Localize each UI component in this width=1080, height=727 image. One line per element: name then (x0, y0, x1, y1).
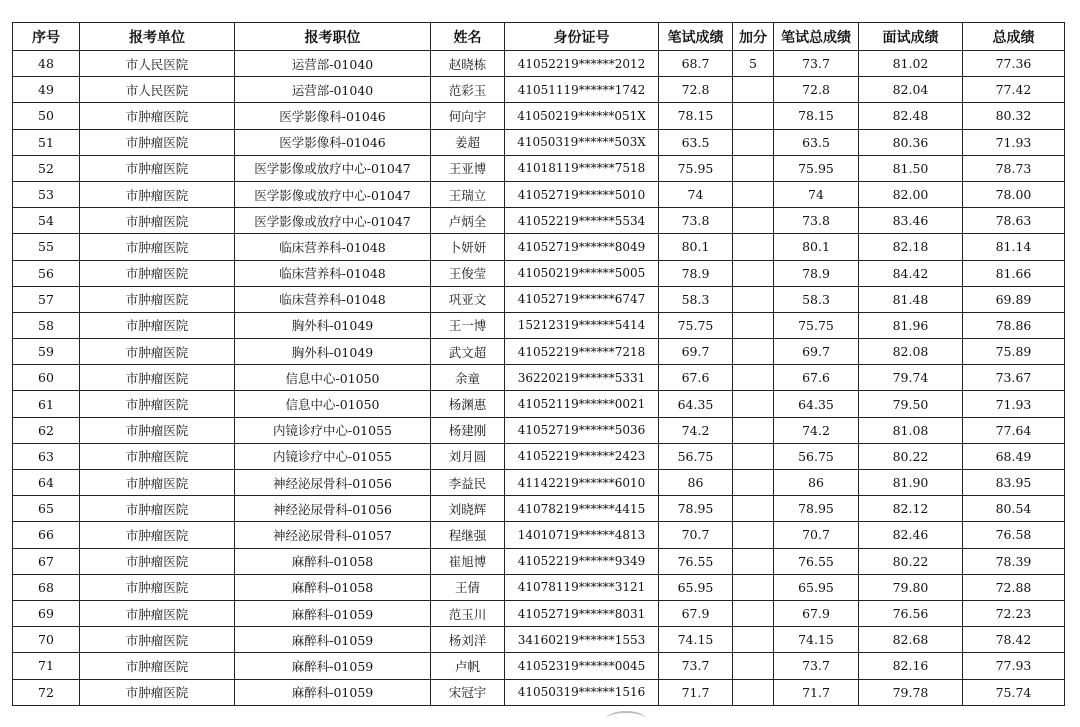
cell-bonus (733, 103, 774, 129)
cell-seq: 71 (13, 653, 80, 679)
cell-written: 74.2 (659, 417, 733, 443)
cell-total: 81.14 (963, 234, 1065, 260)
cell-bonus (733, 470, 774, 496)
cell-written-total: 67.6 (774, 365, 859, 391)
table-row (13, 208, 1065, 234)
cell-name: 宋冠宇 (431, 679, 505, 705)
cell-total: 80.54 (963, 496, 1065, 522)
cell-written-total: 73.7 (774, 653, 859, 679)
cell-name: 王瑞立 (431, 181, 505, 207)
cell-position: 麻醉科-01058 (235, 548, 431, 574)
cell-id: 41142219******6010 (505, 470, 659, 496)
cell-total: 75.89 (963, 339, 1065, 365)
cell-unit: 市肿瘤医院 (80, 574, 235, 600)
cell-id: 41050219******051X (505, 103, 659, 129)
cell-bonus (733, 627, 774, 653)
cell-seq: 50 (13, 103, 80, 129)
cell-written-total: 74.15 (774, 627, 859, 653)
cell-interview: 81.96 (859, 312, 963, 338)
cell-unit: 市肿瘤医院 (80, 470, 235, 496)
cell-id: 41052719******5036 (505, 417, 659, 443)
header-written-total: 笔试总成绩 (774, 23, 859, 51)
cell-name: 赵晓栋 (431, 51, 505, 77)
cell-name: 姜超 (431, 129, 505, 155)
cell-unit: 市肿瘤医院 (80, 312, 235, 338)
cell-unit: 市肿瘤医院 (80, 522, 235, 548)
cell-written: 64.35 (659, 391, 733, 417)
cell-interview: 82.48 (859, 103, 963, 129)
cell-unit: 市肿瘤医院 (80, 339, 235, 365)
cell-written-total: 78.15 (774, 103, 859, 129)
cell-bonus (733, 129, 774, 155)
cell-seq: 57 (13, 286, 80, 312)
cell-id: 41051119******1742 (505, 77, 659, 103)
cell-id: 41052219******2012 (505, 51, 659, 77)
cell-written: 74.15 (659, 627, 733, 653)
header-total: 总成绩 (963, 23, 1065, 51)
cell-written-total: 69.7 (774, 339, 859, 365)
cell-name: 卢炳全 (431, 208, 505, 234)
cell-seq: 49 (13, 77, 80, 103)
page-edge-mark (606, 711, 646, 727)
header-position: 报考职位 (235, 23, 431, 51)
cell-written-total: 75.75 (774, 312, 859, 338)
cell-bonus (733, 339, 774, 365)
cell-written-total: 78.95 (774, 496, 859, 522)
header-row (13, 23, 1065, 51)
cell-name: 王倩 (431, 574, 505, 600)
cell-id: 41052219******5534 (505, 208, 659, 234)
cell-written: 67.6 (659, 365, 733, 391)
cell-interview: 84.42 (859, 260, 963, 286)
cell-interview: 82.04 (859, 77, 963, 103)
cell-position: 神经泌尿骨科-01056 (235, 470, 431, 496)
cell-seq: 54 (13, 208, 80, 234)
cell-name: 李益民 (431, 470, 505, 496)
cell-name: 卢帆 (431, 653, 505, 679)
table-row (13, 77, 1065, 103)
cell-bonus (733, 679, 774, 705)
cell-unit: 市肿瘤医院 (80, 155, 235, 181)
cell-interview: 80.22 (859, 548, 963, 574)
cell-bonus (733, 496, 774, 522)
cell-position: 麻醉科-01059 (235, 653, 431, 679)
cell-unit: 市人民医院 (80, 51, 235, 77)
cell-unit: 市肿瘤医院 (80, 391, 235, 417)
cell-seq: 72 (13, 679, 80, 705)
cell-total: 71.93 (963, 129, 1065, 155)
cell-total: 75.74 (963, 679, 1065, 705)
cell-written: 58.3 (659, 286, 733, 312)
table-row (13, 129, 1065, 155)
cell-seq: 61 (13, 391, 80, 417)
cell-written-total: 76.55 (774, 548, 859, 574)
cell-written: 72.8 (659, 77, 733, 103)
cell-written-total: 67.9 (774, 600, 859, 626)
cell-position: 医学影像科-01046 (235, 103, 431, 129)
cell-seq: 48 (13, 51, 80, 77)
cell-id: 41050319******1516 (505, 679, 659, 705)
cell-id: 41052719******8049 (505, 234, 659, 260)
cell-unit: 市肿瘤医院 (80, 627, 235, 653)
cell-position: 麻醉科-01059 (235, 600, 431, 626)
cell-written-total: 58.3 (774, 286, 859, 312)
cell-unit: 市肿瘤医院 (80, 653, 235, 679)
cell-id: 41052719******8031 (505, 600, 659, 626)
cell-position: 医学影像或放疗中心-01047 (235, 155, 431, 181)
cell-position: 医学影像或放疗中心-01047 (235, 208, 431, 234)
cell-id: 14010719******4813 (505, 522, 659, 548)
cell-id: 41050219******5005 (505, 260, 659, 286)
cell-interview: 81.48 (859, 286, 963, 312)
cell-id: 41052319******0045 (505, 653, 659, 679)
cell-unit: 市肿瘤医院 (80, 234, 235, 260)
cell-written-total: 74 (774, 181, 859, 207)
table-body (13, 51, 1065, 706)
cell-interview: 81.90 (859, 470, 963, 496)
cell-seq: 67 (13, 548, 80, 574)
table-row (13, 653, 1065, 679)
cell-position: 麻醉科-01058 (235, 574, 431, 600)
cell-id: 41052219******2423 (505, 443, 659, 469)
cell-bonus (733, 600, 774, 626)
cell-position: 临床营养科-01048 (235, 234, 431, 260)
cell-position: 临床营养科-01048 (235, 260, 431, 286)
cell-bonus (733, 391, 774, 417)
cell-total: 80.32 (963, 103, 1065, 129)
cell-bonus (733, 155, 774, 181)
cell-bonus (733, 312, 774, 338)
cell-bonus (733, 77, 774, 103)
table-row (13, 600, 1065, 626)
cell-bonus (733, 574, 774, 600)
cell-written: 78.95 (659, 496, 733, 522)
table-row (13, 627, 1065, 653)
cell-written: 75.95 (659, 155, 733, 181)
cell-written-total: 65.95 (774, 574, 859, 600)
cell-id: 34160219******1553 (505, 627, 659, 653)
cell-written-total: 75.95 (774, 155, 859, 181)
table-row (13, 470, 1065, 496)
cell-bonus (733, 653, 774, 679)
cell-total: 76.58 (963, 522, 1065, 548)
cell-total: 78.63 (963, 208, 1065, 234)
table-row (13, 51, 1065, 77)
cell-written: 80.1 (659, 234, 733, 260)
cell-interview: 81.02 (859, 51, 963, 77)
cell-interview: 79.50 (859, 391, 963, 417)
cell-id: 15212319******5414 (505, 312, 659, 338)
cell-interview: 79.80 (859, 574, 963, 600)
score-sheet (12, 22, 1064, 706)
cell-seq: 70 (13, 627, 80, 653)
cell-interview: 82.00 (859, 181, 963, 207)
cell-written-total: 80.1 (774, 234, 859, 260)
cell-interview: 83.46 (859, 208, 963, 234)
cell-total: 83.95 (963, 470, 1065, 496)
cell-name: 杨刘洋 (431, 627, 505, 653)
table-row (13, 391, 1065, 417)
cell-name: 王俊莹 (431, 260, 505, 286)
cell-seq: 68 (13, 574, 80, 600)
cell-written: 73.7 (659, 653, 733, 679)
cell-written: 75.75 (659, 312, 733, 338)
header-unit: 报考单位 (80, 23, 235, 51)
table-row (13, 548, 1065, 574)
cell-bonus (733, 181, 774, 207)
header-id: 身份证号 (505, 23, 659, 51)
cell-position: 运营部-01040 (235, 77, 431, 103)
cell-total: 78.39 (963, 548, 1065, 574)
score-table (12, 22, 1065, 706)
cell-id: 41052119******0021 (505, 391, 659, 417)
cell-written-total: 56.75 (774, 443, 859, 469)
cell-seq: 60 (13, 365, 80, 391)
cell-interview: 79.78 (859, 679, 963, 705)
header-seq: 序号 (13, 23, 80, 51)
cell-name: 杨渊惠 (431, 391, 505, 417)
cell-total: 77.64 (963, 417, 1065, 443)
table-row (13, 260, 1065, 286)
cell-position: 胸外科-01049 (235, 339, 431, 365)
cell-unit: 市肿瘤医院 (80, 129, 235, 155)
cell-position: 临床营养科-01048 (235, 286, 431, 312)
cell-name: 刘月圆 (431, 443, 505, 469)
cell-written-total: 86 (774, 470, 859, 496)
header-name: 姓名 (431, 23, 505, 51)
cell-position: 内镜诊疗中心-01055 (235, 443, 431, 469)
cell-interview: 82.46 (859, 522, 963, 548)
cell-name: 王一博 (431, 312, 505, 338)
cell-written-total: 78.9 (774, 260, 859, 286)
cell-written: 68.7 (659, 51, 733, 77)
cell-name: 范玉川 (431, 600, 505, 626)
cell-bonus (733, 365, 774, 391)
table-row (13, 496, 1065, 522)
cell-seq: 53 (13, 181, 80, 207)
table-row (13, 181, 1065, 207)
cell-total: 78.86 (963, 312, 1065, 338)
cell-position: 神经泌尿骨科-01056 (235, 496, 431, 522)
cell-interview: 82.12 (859, 496, 963, 522)
cell-written: 73.8 (659, 208, 733, 234)
cell-seq: 56 (13, 260, 80, 286)
cell-written-total: 73.7 (774, 51, 859, 77)
cell-name: 杨建刚 (431, 417, 505, 443)
cell-name: 刘晓辉 (431, 496, 505, 522)
cell-interview: 80.36 (859, 129, 963, 155)
table-row (13, 339, 1065, 365)
cell-total: 78.73 (963, 155, 1065, 181)
table-row (13, 443, 1065, 469)
cell-total: 81.66 (963, 260, 1065, 286)
cell-seq: 64 (13, 470, 80, 496)
cell-written-total: 72.8 (774, 77, 859, 103)
header-written: 笔试成绩 (659, 23, 733, 51)
cell-name: 卜妍妍 (431, 234, 505, 260)
cell-total: 71.93 (963, 391, 1065, 417)
cell-seq: 52 (13, 155, 80, 181)
cell-position: 信息中心-01050 (235, 365, 431, 391)
cell-unit: 市肿瘤医院 (80, 443, 235, 469)
cell-written: 67.9 (659, 600, 733, 626)
cell-name: 王亚博 (431, 155, 505, 181)
cell-bonus (733, 417, 774, 443)
cell-position: 胸外科-01049 (235, 312, 431, 338)
cell-unit: 市肿瘤医院 (80, 548, 235, 574)
cell-id: 41052219******9349 (505, 548, 659, 574)
cell-interview: 82.18 (859, 234, 963, 260)
cell-name: 范彩玉 (431, 77, 505, 103)
cell-total: 78.42 (963, 627, 1065, 653)
cell-bonus (733, 522, 774, 548)
cell-written: 63.5 (659, 129, 733, 155)
cell-total: 77.42 (963, 77, 1065, 103)
cell-position: 信息中心-01050 (235, 391, 431, 417)
cell-seq: 58 (13, 312, 80, 338)
cell-id: 41078219******4415 (505, 496, 659, 522)
cell-unit: 市肿瘤医院 (80, 181, 235, 207)
cell-unit: 市肿瘤医院 (80, 496, 235, 522)
cell-written-total: 63.5 (774, 129, 859, 155)
cell-interview: 81.08 (859, 417, 963, 443)
table-row (13, 522, 1065, 548)
cell-written: 76.55 (659, 548, 733, 574)
table-row (13, 417, 1065, 443)
cell-name: 程继强 (431, 522, 505, 548)
cell-unit: 市肿瘤医院 (80, 417, 235, 443)
cell-id: 36220219******5331 (505, 365, 659, 391)
cell-bonus (733, 443, 774, 469)
cell-written: 56.75 (659, 443, 733, 469)
cell-seq: 69 (13, 600, 80, 626)
cell-interview: 81.50 (859, 155, 963, 181)
cell-id: 41078119******3121 (505, 574, 659, 600)
cell-total: 77.36 (963, 51, 1065, 77)
cell-interview: 79.74 (859, 365, 963, 391)
cell-written: 86 (659, 470, 733, 496)
cell-seq: 59 (13, 339, 80, 365)
cell-bonus (733, 208, 774, 234)
cell-unit: 市肿瘤医院 (80, 208, 235, 234)
cell-id: 41052719******5010 (505, 181, 659, 207)
table-row (13, 234, 1065, 260)
cell-id: 41050319******503X (505, 129, 659, 155)
cell-id: 41052219******7218 (505, 339, 659, 365)
cell-total: 77.93 (963, 653, 1065, 679)
cell-position: 内镜诊疗中心-01055 (235, 417, 431, 443)
cell-seq: 63 (13, 443, 80, 469)
cell-name: 崔旭博 (431, 548, 505, 574)
cell-interview: 76.56 (859, 600, 963, 626)
cell-name: 巩亚文 (431, 286, 505, 312)
cell-written-total: 74.2 (774, 417, 859, 443)
cell-interview: 82.68 (859, 627, 963, 653)
table-row (13, 312, 1065, 338)
cell-written-total: 64.35 (774, 391, 859, 417)
cell-written: 74 (659, 181, 733, 207)
header-bonus: 加分 (733, 23, 774, 51)
cell-position: 运营部-01040 (235, 51, 431, 77)
cell-unit: 市人民医院 (80, 77, 235, 103)
cell-seq: 66 (13, 522, 80, 548)
cell-written: 71.7 (659, 679, 733, 705)
cell-name: 何向宇 (431, 103, 505, 129)
cell-id: 41052719******6747 (505, 286, 659, 312)
cell-total: 72.88 (963, 574, 1065, 600)
table-row (13, 155, 1065, 181)
cell-bonus (733, 548, 774, 574)
cell-interview: 82.16 (859, 653, 963, 679)
cell-total: 78.00 (963, 181, 1065, 207)
cell-total: 73.67 (963, 365, 1065, 391)
table-row (13, 679, 1065, 705)
cell-name: 余童 (431, 365, 505, 391)
cell-bonus (733, 234, 774, 260)
cell-written-total: 73.8 (774, 208, 859, 234)
cell-unit: 市肿瘤医院 (80, 365, 235, 391)
cell-total: 68.49 (963, 443, 1065, 469)
cell-name: 武文超 (431, 339, 505, 365)
cell-unit: 市肿瘤医院 (80, 600, 235, 626)
table-row (13, 365, 1065, 391)
cell-position: 医学影像科-01046 (235, 129, 431, 155)
cell-position: 医学影像或放疗中心-01047 (235, 181, 431, 207)
cell-written: 65.95 (659, 574, 733, 600)
cell-written-total: 71.7 (774, 679, 859, 705)
cell-bonus: 5 (733, 51, 774, 77)
cell-bonus (733, 286, 774, 312)
cell-total: 69.89 (963, 286, 1065, 312)
cell-total: 72.23 (963, 600, 1065, 626)
cell-unit: 市肿瘤医院 (80, 260, 235, 286)
cell-unit: 市肿瘤医院 (80, 103, 235, 129)
cell-seq: 65 (13, 496, 80, 522)
cell-bonus (733, 260, 774, 286)
cell-interview: 82.08 (859, 339, 963, 365)
cell-id: 41018119******7518 (505, 155, 659, 181)
cell-seq: 51 (13, 129, 80, 155)
cell-interview: 80.22 (859, 443, 963, 469)
cell-seq: 55 (13, 234, 80, 260)
cell-written: 70.7 (659, 522, 733, 548)
header-interview: 面试成绩 (859, 23, 963, 51)
cell-written: 78.9 (659, 260, 733, 286)
table-row (13, 286, 1065, 312)
cell-position: 麻醉科-01059 (235, 679, 431, 705)
cell-written: 69.7 (659, 339, 733, 365)
cell-written-total: 70.7 (774, 522, 859, 548)
cell-unit: 市肿瘤医院 (80, 286, 235, 312)
cell-unit: 市肿瘤医院 (80, 679, 235, 705)
table-row (13, 574, 1065, 600)
cell-seq: 62 (13, 417, 80, 443)
cell-written: 78.15 (659, 103, 733, 129)
cell-position: 麻醉科-01059 (235, 627, 431, 653)
cell-position: 神经泌尿骨科-01057 (235, 522, 431, 548)
table-row (13, 103, 1065, 129)
